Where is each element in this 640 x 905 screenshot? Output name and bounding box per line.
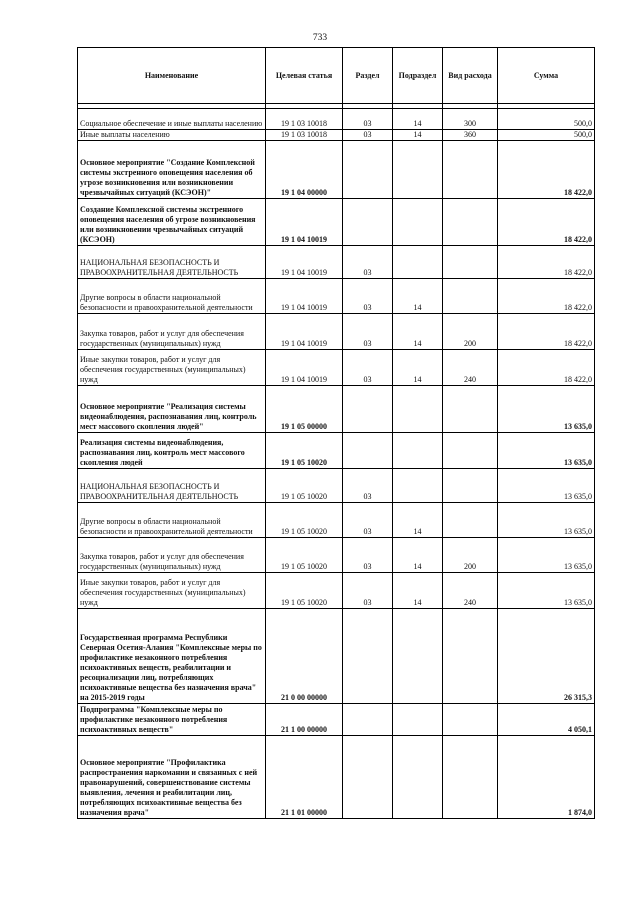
row-sum: 1 874,0 <box>498 736 595 819</box>
row-sum: 13 635,0 <box>498 433 595 469</box>
row-subsection <box>393 433 443 469</box>
row-expense-kind <box>443 386 498 433</box>
row-subsection: 14 <box>393 314 443 350</box>
row-section <box>343 736 393 819</box>
row-subsection <box>393 736 443 819</box>
row-name: Создание Комплексной системы экстренного оповещения населения об угрозе возникновения или возникновении чрезвычайных ситуаций (КСЭОН) <box>78 199 266 246</box>
header-row <box>78 48 595 104</box>
row-name: НАЦИОНАЛЬНАЯ БЕЗОПАСНОСТЬ И ПРАВООХРАНИТЕЛЬНАЯ ДЕЯТЕЛЬНОСТЬ <box>78 469 266 503</box>
header-name: Наименование <box>78 48 266 104</box>
table-row <box>78 141 595 199</box>
row-subsection: 14 <box>393 503 443 538</box>
row-name: Закупка товаров, работ и услуг для обеспечения государственных (муниципальных) нужд <box>78 314 266 350</box>
row-name: Закупка товаров, работ и услуг для обеспечения государственных (муниципальных) нужд <box>78 538 266 573</box>
row-section <box>343 141 393 199</box>
row-name: Иные выплаты населению <box>78 130 266 141</box>
row-article: 19 1 04 10019 <box>266 199 343 246</box>
row-article: 19 1 05 10020 <box>266 469 343 503</box>
header-subsection: Подраздел <box>393 48 443 104</box>
row-subsection <box>393 609 443 704</box>
row-name: Основное мероприятие "Реализация системы видеонаблюдения, распознавания лиц, контроль мест массового скопления людей" <box>78 386 266 433</box>
row-expense-kind: 300 <box>443 109 498 130</box>
table-row <box>78 609 595 704</box>
row-expense-kind <box>443 736 498 819</box>
row-article: 19 1 04 10019 <box>266 246 343 279</box>
row-name: Государственная программа Республики Северная Осетия-Алания "Комплексные меры по профилактике незаконного потребления психоактивных веществ, реабилитации и ресоциализации лиц, потребляющих психоактивные вещества без назначения врача" на 2015-2019 годы <box>78 609 266 704</box>
header-sum: Сумма <box>498 48 595 104</box>
row-sum: 18 422,0 <box>498 350 595 386</box>
table-row <box>78 704 595 736</box>
row-section: 03 <box>343 573 393 609</box>
row-expense-kind <box>443 469 498 503</box>
header-expense-kind: Вид расхода <box>443 48 498 104</box>
row-subsection: 14 <box>393 279 443 314</box>
row-section: 03 <box>343 350 393 386</box>
row-sum: 18 422,0 <box>498 279 595 314</box>
table-body <box>78 109 595 819</box>
row-sum: 13 635,0 <box>498 503 595 538</box>
row-section <box>343 704 393 736</box>
row-expense-kind <box>443 704 498 736</box>
row-name: Иные закупки товаров, работ и услуг для обеспечения государственных (муниципальных) нужд <box>78 573 266 609</box>
table-row <box>78 469 595 503</box>
row-expense-kind <box>443 503 498 538</box>
table-row <box>78 433 595 469</box>
row-sum: 18 422,0 <box>498 246 595 279</box>
row-section <box>343 609 393 704</box>
row-article: 19 1 03 10018 <box>266 109 343 130</box>
row-section: 03 <box>343 246 393 279</box>
row-sum: 26 315,3 <box>498 609 595 704</box>
table-row <box>78 538 595 573</box>
table-row <box>78 386 595 433</box>
table-row <box>78 246 595 279</box>
row-sum: 18 422,0 <box>498 141 595 199</box>
row-expense-kind: 240 <box>443 573 498 609</box>
row-article: 19 1 05 10020 <box>266 538 343 573</box>
row-name: Социальное обеспечение и иные выплаты населению <box>78 109 266 130</box>
row-subsection <box>393 469 443 503</box>
row-subsection: 14 <box>393 109 443 130</box>
page-number: 733 <box>312 33 328 43</box>
row-article: 19 1 04 10019 <box>266 279 343 314</box>
table-row <box>78 573 595 609</box>
row-sum: 18 422,0 <box>498 199 595 246</box>
row-subsection <box>393 246 443 279</box>
row-subsection <box>393 141 443 199</box>
row-name: Другие вопросы в области национальной безопасности и правоохранительной деятельности <box>78 503 266 538</box>
row-name: НАЦИОНАЛЬНАЯ БЕЗОПАСНОСТЬ И ПРАВООХРАНИТЕЛЬНАЯ ДЕЯТЕЛЬНОСТЬ <box>78 246 266 279</box>
row-article: 19 1 04 00000 <box>266 141 343 199</box>
row-expense-kind <box>443 279 498 314</box>
row-section: 03 <box>343 503 393 538</box>
row-article: 19 1 04 10019 <box>266 350 343 386</box>
table-row <box>78 130 595 141</box>
row-subsection: 14 <box>393 538 443 573</box>
header-section: Раздел <box>343 48 393 104</box>
row-section: 03 <box>343 538 393 573</box>
row-expense-kind: 200 <box>443 314 498 350</box>
row-name: Другие вопросы в области национальной безопасности и правоохранительной деятельности <box>78 279 266 314</box>
row-expense-kind <box>443 433 498 469</box>
row-subsection <box>393 386 443 433</box>
row-expense-kind: 200 <box>443 538 498 573</box>
row-expense-kind <box>443 609 498 704</box>
row-article: 21 1 01 00000 <box>266 736 343 819</box>
row-subsection: 14 <box>393 350 443 386</box>
row-section: 03 <box>343 130 393 141</box>
row-subsection <box>393 704 443 736</box>
row-sum: 18 422,0 <box>498 314 595 350</box>
row-article: 21 0 00 00000 <box>266 609 343 704</box>
row-name: Основное мероприятие "Профилактика распространения наркомании и связанных с ней правонарушений, совершенствование системы выявления, лечения и реабилитации лиц, потребляющих психоактивные вещества без назначения врача" <box>78 736 266 819</box>
row-name: Иные закупки товаров, работ и услуг для обеспечения государственных (муниципальных) нужд <box>78 350 266 386</box>
row-article: 19 1 05 10020 <box>266 503 343 538</box>
row-sum: 13 635,0 <box>498 538 595 573</box>
row-sum: 13 635,0 <box>498 573 595 609</box>
row-section <box>343 199 393 246</box>
row-section: 03 <box>343 109 393 130</box>
table-row <box>78 350 595 386</box>
table-row <box>78 279 595 314</box>
row-subsection: 14 <box>393 130 443 141</box>
row-subsection <box>393 199 443 246</box>
row-section: 03 <box>343 279 393 314</box>
table-row <box>78 736 595 819</box>
row-name: Подпрограмма "Комплексные меры по профилактике незаконного потребления психоактивных веществ" <box>78 704 266 736</box>
row-expense-kind: 360 <box>443 130 498 141</box>
row-section <box>343 433 393 469</box>
row-section <box>343 386 393 433</box>
row-sum: 4 050,1 <box>498 704 595 736</box>
row-expense-kind <box>443 199 498 246</box>
row-article: 19 1 05 00000 <box>266 386 343 433</box>
row-name: Основное мероприятие "Создание Комплексной системы экстренного оповещения населения об угрозе возникновения или возникновении чрезвычайных ситуаций (КСЭОН)" <box>78 141 266 199</box>
row-expense-kind: 240 <box>443 350 498 386</box>
header-article: Целевая статья <box>266 48 343 104</box>
row-sum: 13 635,0 <box>498 469 595 503</box>
table-row <box>78 314 595 350</box>
row-sum: 500,0 <box>498 109 595 130</box>
row-sum: 13 635,0 <box>498 386 595 433</box>
row-expense-kind <box>443 141 498 199</box>
table-row <box>78 503 595 538</box>
row-article: 19 1 04 10019 <box>266 314 343 350</box>
table-row <box>78 109 595 130</box>
row-section: 03 <box>343 469 393 503</box>
row-subsection: 14 <box>393 573 443 609</box>
row-article: 21 1 00 00000 <box>266 704 343 736</box>
row-sum: 500,0 <box>498 130 595 141</box>
row-name: Реализация системы видеонаблюдения, распознавания лиц, контроль мест массового скопления людей <box>78 433 266 469</box>
table-row <box>78 199 595 246</box>
row-article: 19 1 05 10020 <box>266 573 343 609</box>
row-article: 19 1 03 10018 <box>266 130 343 141</box>
row-section: 03 <box>343 314 393 350</box>
row-expense-kind <box>443 246 498 279</box>
row-article: 19 1 05 10020 <box>266 433 343 469</box>
budget-table <box>77 47 595 819</box>
